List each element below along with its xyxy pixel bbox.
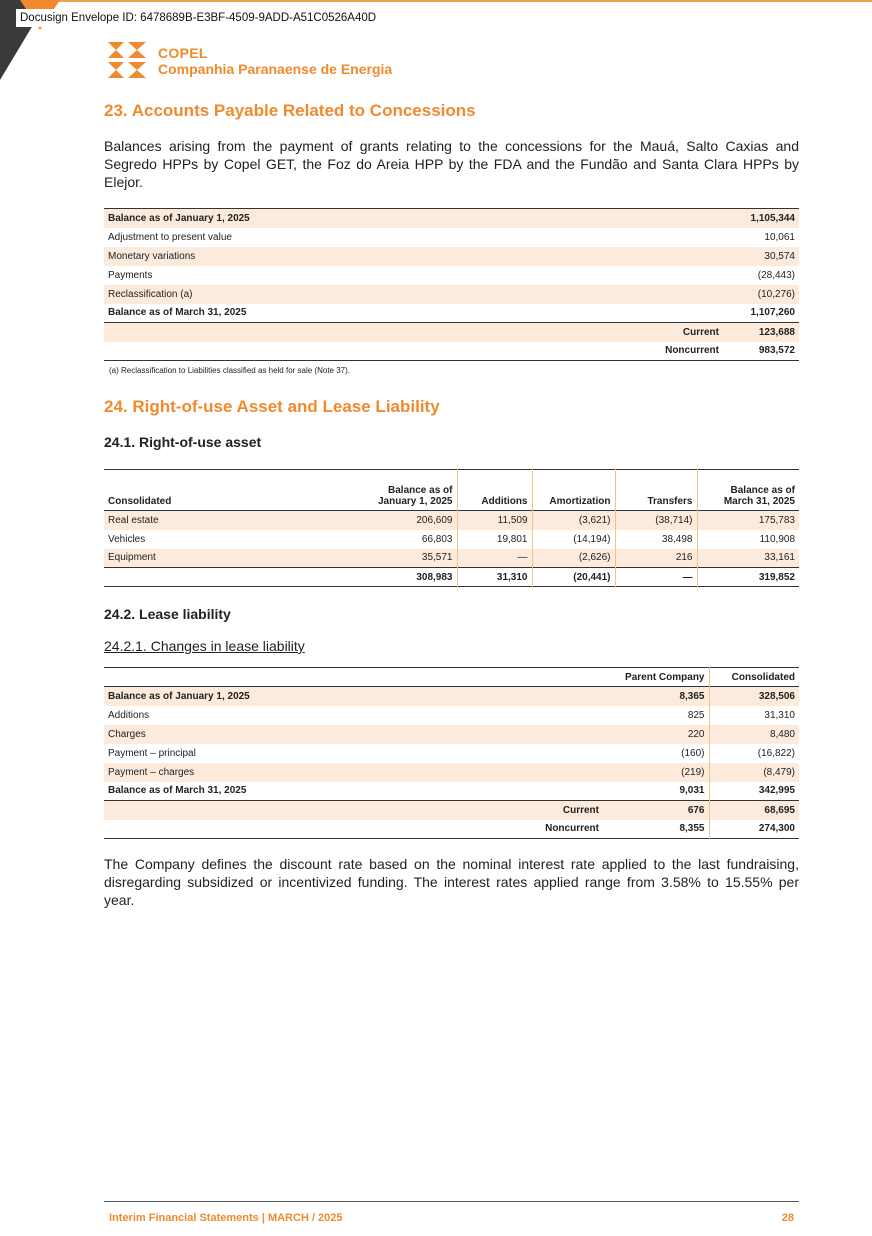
table-row: Balance as of January 1, 2025 8,365 328,506 (104, 687, 799, 706)
copel-logo-icon (106, 40, 150, 80)
section-24-title: 24. Right-of-use Asset and Lease Liability (104, 397, 440, 416)
logo-name: COPEL (158, 45, 208, 61)
table-row: Reclassification (a) (10,276) (104, 285, 799, 304)
table-row: Current 676 68,695 (104, 801, 799, 820)
top-accent-line (0, 0, 872, 2)
discount-rate-paragraph: The Company defines the discount rate based on the nominal interest rate applied to the last fundraising, disregarding subsidized or incentivized funding. The interest rates applied range from 3.58% to 15.55% per year. (104, 856, 799, 908)
page-number: 28 (781, 1212, 794, 1224)
table-row: Current 123,688 (104, 323, 799, 342)
table-row: Adjustment to present value 10,061 (108, 231, 795, 243)
table-row: Balance as of March 31, 2025 9,031 342,995 (104, 782, 799, 801)
footnote: (a) Reclassification to Liabilities classified as held for sale (Note 37). (109, 366, 350, 375)
table-header-row: Consolidated Balance as of January 1, 2025 Additions Amortization Transfers Balance as of March 31, 2025 (104, 470, 799, 511)
table-row: Charges 220 8,480 (104, 725, 799, 744)
section-24-1-title: 24.1. Right-of-use asset (104, 434, 262, 450)
section-23-title: 23. Accounts Payable Related to Concessions (104, 101, 476, 120)
table-total-row: 308,983 31,310 (20,441) — 319,852 (104, 568, 799, 587)
table-header-row: Parent Company Consolidated (104, 668, 799, 687)
concessions-table (104, 208, 799, 361)
copel-logo (106, 38, 416, 82)
table-row: Additions 825 31,310 (104, 706, 799, 725)
table-row: Real estate 206,609 11,509 (3,621) (38,714) 175,783 (104, 511, 799, 530)
table-row: Payment – charges (219) (8,479) (104, 763, 799, 782)
envelope-id: Docusign Envelope ID: 6478689B-E3BF-4509-9ADD-A51C0526A40D (16, 9, 380, 27)
table-row: Balance as of January 1, 2025 1,105,344 (104, 209, 799, 228)
table-row: Noncurrent 983,572 (104, 342, 799, 361)
table-row: Equipment 35,571 — (2,626) 216 33,161 (104, 549, 799, 568)
section-24-2-title: 24.2. Lease liability (104, 606, 231, 622)
logo-subtitle: Companhia Paranaense de Energia (158, 61, 393, 77)
lease-liability-table (104, 667, 799, 839)
table-row: Vehicles 66,803 19,801 (14,194) 38,498 110,908 (104, 530, 799, 549)
section-23-intro: Balances arising from the payment of grants relating to the concessions for the Mauá, Salto Caxias and Segredo HPPs by Copel GET, the Foz do Areia HPP by the FDA and the Fundão and Santa Clara HPPs by Elejor. (104, 138, 799, 190)
table-row: Payment – principal (160) (16,822) (104, 744, 799, 763)
footer-divider (104, 1201, 799, 1202)
table-row: Payments (28,443) (108, 269, 795, 281)
right-of-use-table (104, 469, 799, 587)
table-row: Noncurrent 8,355 274,300 (104, 820, 799, 839)
section-24-2-1-title: 24.2.1. Changes in lease liability (104, 638, 305, 654)
table-row: Monetary variations 30,574 (104, 247, 799, 266)
table-row: Balance as of March 31, 2025 1,107,260 (104, 304, 799, 323)
footer-title: Interim Financial Statements | MARCH / 2025 (109, 1212, 343, 1224)
